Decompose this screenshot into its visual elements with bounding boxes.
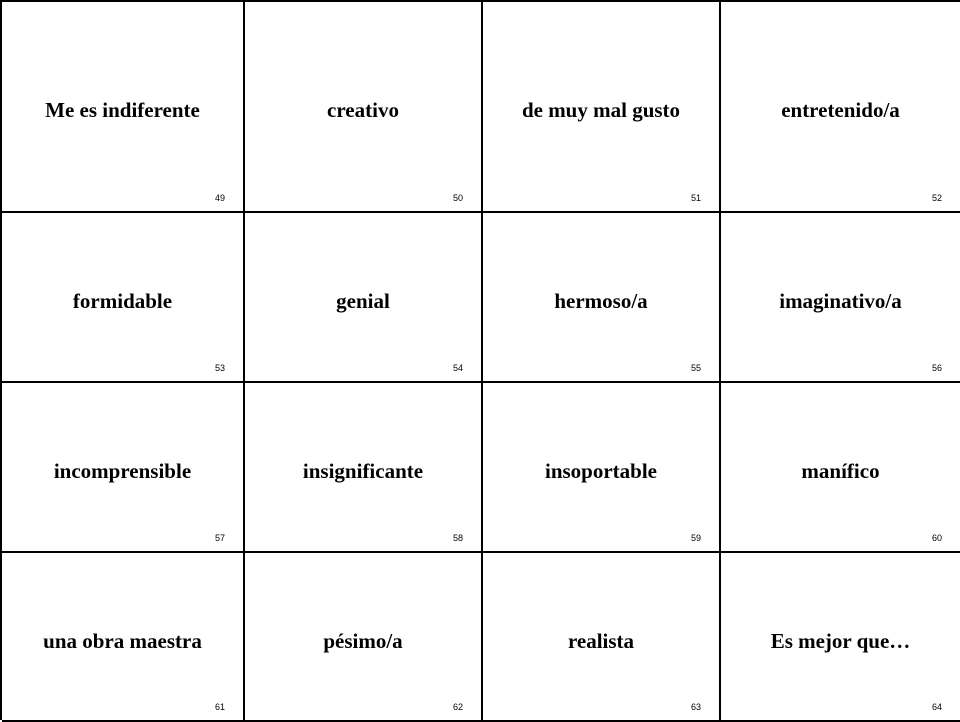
card-number: 64: [931, 702, 942, 712]
card-number: 53: [214, 363, 225, 373]
vocab-card: [245, 213, 483, 383]
card-number: 60: [931, 533, 942, 543]
vocab-word: creativo: [327, 98, 399, 122]
card-number: 55: [690, 363, 701, 373]
vocab-word: hermoso/a: [554, 289, 648, 313]
vocab-word: Es mejor que…: [770, 629, 911, 653]
vocab-card: [245, 553, 483, 722]
vocab-word: genial: [336, 289, 390, 313]
vocab-word: manífico: [801, 459, 880, 483]
card-number: 59: [690, 533, 701, 543]
vocab-card: [483, 213, 721, 383]
card-number: 52: [931, 193, 942, 203]
card-number: 57: [214, 533, 225, 543]
vocab-word: pésimo/a: [323, 629, 403, 653]
vocab-word: de muy mal gusto: [521, 98, 681, 122]
vocab-card: [2, 553, 245, 722]
vocab-card: [721, 383, 960, 553]
card-number: 50: [452, 193, 463, 203]
vocab-word: formidable: [72, 289, 173, 313]
card-number: 61: [214, 702, 225, 712]
vocab-card: [721, 213, 960, 383]
vocab-word: entretenido/a: [781, 98, 900, 122]
vocab-card: [483, 383, 721, 553]
vocab-card: [245, 383, 483, 553]
card-number: 54: [452, 363, 463, 373]
card-number: 56: [931, 363, 942, 373]
vocab-card: [2, 383, 245, 553]
vocab-card: [483, 2, 721, 213]
vocab-word: insoportable: [544, 459, 657, 483]
vocab-card: [721, 2, 960, 213]
card-number: 62: [452, 702, 463, 712]
vocab-word: imaginativo/a: [779, 289, 902, 313]
vocab-word: insignificante: [302, 459, 424, 483]
card-number: 51: [690, 193, 701, 203]
card-number: 58: [452, 533, 463, 543]
vocab-card: [483, 553, 721, 722]
vocab-word: Me es indiferente: [45, 98, 200, 122]
vocab-word: incomprensible: [53, 459, 192, 483]
vocab-card: [721, 553, 960, 722]
card-number: 63: [690, 702, 701, 712]
vocab-card: [245, 2, 483, 213]
vocab-card: [2, 2, 245, 213]
card-number: 49: [214, 193, 225, 203]
vocab-word: una obra maestra: [43, 629, 202, 653]
vocab-card: [2, 213, 245, 383]
vocab-word: realista: [567, 629, 635, 653]
